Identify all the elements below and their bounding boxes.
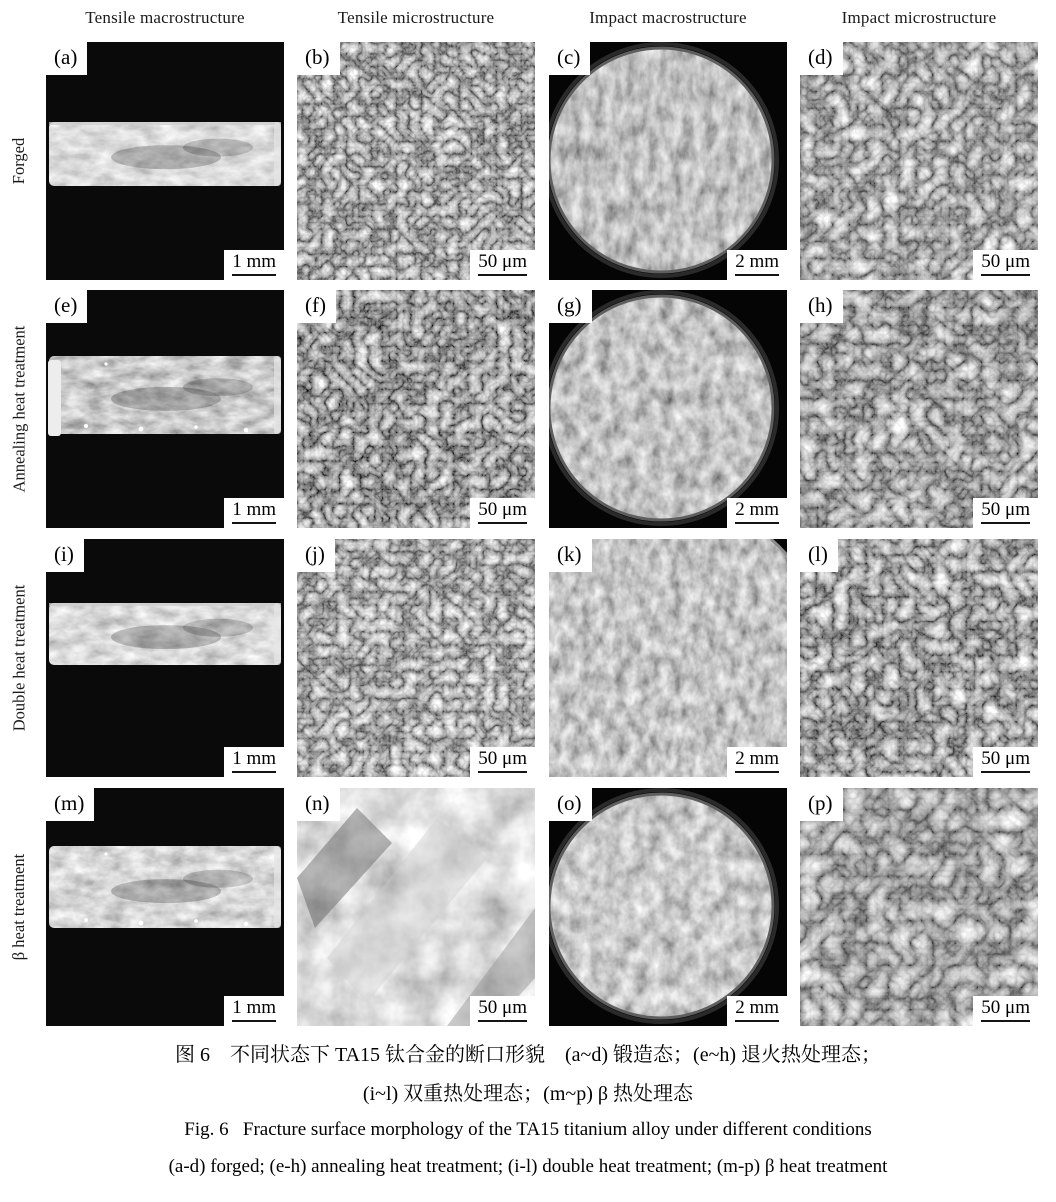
scale-line: [478, 522, 527, 524]
sem-image-g: [549, 290, 787, 528]
scale-bar-h: [973, 498, 1038, 528]
scale-bar-e: [224, 498, 284, 528]
row-label-double-heat-treatment: [0, 539, 38, 777]
caption-zh-line1: 图 6 不同状态下 TA15 钛合金的断口形貌 (a~d) 锻造态；(e~h) 退火热处理态；: [174, 1044, 882, 1066]
scale-text: 2 mm: [735, 997, 779, 1019]
sem-image-e: [46, 290, 284, 528]
sem-panel-k: [549, 539, 787, 777]
sem-panel-l: [800, 539, 1038, 777]
sem-image-d: [800, 42, 1038, 280]
row-label-beta-heat-treatment: [0, 788, 38, 1026]
row-label-text: β heat treatment: [9, 853, 28, 961]
scale-line: [232, 1020, 276, 1022]
panel-label-h: (h): [800, 290, 843, 323]
column-header-impact-macrostructure: Impact macrostructure: [589, 8, 747, 27]
scale-line: [232, 274, 276, 276]
sem-panel-c: [549, 42, 787, 280]
scale-bar-g: [727, 498, 787, 528]
scale-text: 50 μm: [478, 251, 527, 273]
scale-bar-p: [973, 996, 1038, 1026]
sem-image-c: [549, 42, 787, 280]
scale-bar-i: [224, 747, 284, 777]
panel-label-b: (b): [297, 42, 340, 75]
scale-line: [981, 1020, 1030, 1022]
scale-text: 50 μm: [478, 748, 527, 770]
row-label-text: Annealing heat treatment: [9, 325, 29, 493]
scale-bar-b: [470, 250, 535, 280]
sem-image-a: [46, 42, 284, 280]
panel-label-j: (j): [297, 539, 335, 572]
row-label-text: Forged: [9, 137, 29, 185]
sem-image-f: [297, 290, 535, 528]
scale-line: [981, 522, 1030, 524]
scale-text: 50 μm: [981, 748, 1030, 770]
scale-bar-c: [727, 250, 787, 280]
panel-label-f: (f): [297, 290, 336, 323]
panel-label-d: (d): [800, 42, 843, 75]
panel-label-o: (o): [549, 788, 592, 821]
sem-panel-d: [800, 42, 1038, 280]
scale-text: 1 mm: [232, 748, 276, 770]
sem-panel-g: [549, 290, 787, 528]
scale-text: 50 μm: [981, 499, 1030, 521]
sem-image-n: [297, 788, 535, 1026]
scale-text: 1 mm: [232, 251, 276, 273]
sem-image-i: [46, 539, 284, 777]
scale-bar-j: [470, 747, 535, 777]
scale-text: 50 μm: [981, 251, 1030, 273]
sem-image-p: [800, 788, 1038, 1026]
scale-line: [981, 274, 1030, 276]
sem-panel-e: [46, 290, 284, 528]
column-header-impact-microstructure: Impact microstructure: [841, 8, 997, 27]
scale-bar-m: [224, 996, 284, 1026]
row-label-text: Double heat treatment: [9, 584, 29, 732]
scale-bar-l: [973, 747, 1038, 777]
column-header-tensile-microstructure: Tensile microstructure: [337, 8, 495, 27]
sem-image-b: [297, 42, 535, 280]
scale-line: [981, 771, 1030, 773]
row-label-annealing-heat-treatment: [0, 290, 38, 528]
scale-line: [478, 771, 527, 773]
scale-line: [478, 1020, 527, 1022]
sem-panel-n: [297, 788, 535, 1026]
sem-panel-a: [46, 42, 284, 280]
scale-bar-o: [727, 996, 787, 1026]
panel-label-m: (m): [46, 788, 94, 821]
sem-panel-j: [297, 539, 535, 777]
scale-text: 50 μm: [478, 499, 527, 521]
panel-label-l: (l): [800, 539, 838, 572]
scale-bar-a: [224, 250, 284, 280]
panel-label-p: (p): [800, 788, 843, 821]
sem-panel-h: [800, 290, 1038, 528]
scale-bar-f: [470, 498, 535, 528]
scale-text: 50 μm: [981, 997, 1030, 1019]
panel-label-a: (a): [46, 42, 87, 75]
panel-label-c: (c): [549, 42, 590, 75]
sem-image-k: [549, 539, 787, 777]
scale-line: [232, 771, 276, 773]
scale-text: 50 μm: [478, 997, 527, 1019]
sem-image-l: [800, 539, 1038, 777]
caption-en-line1: Fig. 6 Fracture surface morphology of the TA15 titanium alloy under different conditions: [184, 1119, 872, 1140]
scale-text: 2 mm: [735, 499, 779, 521]
scale-bar-d: [973, 250, 1038, 280]
sem-panel-o: [549, 788, 787, 1026]
sem-image-m: [46, 788, 284, 1026]
sem-panel-b: [297, 42, 535, 280]
scale-line: [735, 1020, 779, 1022]
sem-panel-i: [46, 539, 284, 777]
caption-en-line2: (a-d) forged; (e-h) annealing heat treatment; (i-l) double heat treatment; (m-p) β heat treatment: [168, 1156, 888, 1177]
scale-line: [478, 274, 527, 276]
sem-image-j: [297, 539, 535, 777]
scale-bar-n: [470, 996, 535, 1026]
column-header-tensile-macrostructure: Tensile macrostructure: [85, 8, 245, 27]
scale-line: [232, 522, 276, 524]
caption-zh-line2: (i~l) 双重热处理态；(m~p) β 热处理态: [362, 1083, 694, 1105]
sem-image-h: [800, 290, 1038, 528]
scale-text: 2 mm: [735, 251, 779, 273]
sem-panel-m: [46, 788, 284, 1026]
panel-label-e: (e): [46, 290, 87, 323]
panel-label-n: (n): [297, 788, 340, 821]
scale-bar-k: [727, 747, 787, 777]
panel-label-g: (g): [549, 290, 592, 323]
scale-line: [735, 274, 779, 276]
sem-image-o: [549, 788, 787, 1026]
panel-label-k: (k): [549, 539, 592, 572]
scale-text: 1 mm: [232, 499, 276, 521]
scale-line: [735, 771, 779, 773]
sem-panel-f: [297, 290, 535, 528]
scale-text: 1 mm: [232, 997, 276, 1019]
row-label-forged: [0, 42, 38, 280]
scale-text: 2 mm: [735, 748, 779, 770]
panel-label-i: (i): [46, 539, 84, 572]
scale-line: [735, 522, 779, 524]
sem-panel-p: [800, 788, 1038, 1026]
